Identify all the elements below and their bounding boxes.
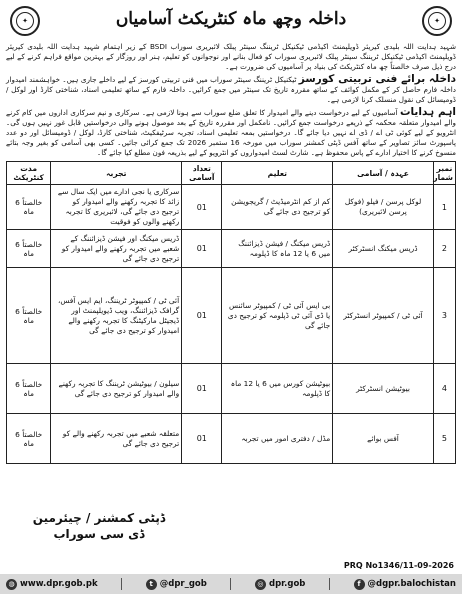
government-emblem-left: ✦ (10, 6, 40, 36)
table-row (7, 268, 456, 364)
instructions-heading: اہم ہدایات (399, 106, 456, 118)
twitter-icon: t (146, 579, 157, 590)
admission-heading: داخلہ برائے فنی تربیتی کورسز (298, 73, 456, 85)
instructions-text: آسامیوں کے لیے درخواست دینے والے امیدوار کا تعلق ضلع سوراب سے ہونا لازمی ہے۔ سرکاری و نیم سرکاری اداروں میں کام کرنے والے امیدوار متعلقہ محکمہ کے ذریعے درخواست جمع کرائیں۔ نامکمل اور مقررہ تاریخ کے بعد موصول ہونے والی درخواستیں قابل غور نہیں ہوں گی۔ انٹرویو کے لیے کوئی ٹی اے / ڈی اے نہیں دیا جائے گا۔ درخواستیں بمعہ تعلیمی اسناد، تجربہ سرٹیفکیٹ، شناختی کارڈ، لوکل / ڈومیسائل اور دو عدد پاسپورٹ سائز تصاویر کے ساتھ آفس ڈپٹی کمشنر سوراب میں مورخہ 16 ستمبر 2026 تک جمع کرائی جائیں۔ کسی بھی آسامی کو بغیر وجہ بتائے منسوخ کرنے کا اختیار ادارے کے پاس محفوظ ہے۔ شارٹ لسٹ امیدواروں کو انٹرویو کے لیے بذریعہ فون مطلع کیا جائے گا۔ (6, 108, 456, 157)
facebook-text: @dgpr.balochistan (367, 579, 456, 589)
cell-post: لوکل پرسن / فیلو (فوکل پرسن لائبریری) (333, 185, 434, 230)
instagram-text: dpr.gob (268, 579, 306, 589)
website-text: www.dpr.gob.pk (20, 579, 98, 589)
admission-paragraph (6, 74, 456, 105)
cell-duration: خالصتاً 6 ماہ (7, 230, 51, 268)
footer-website[interactable] (6, 579, 98, 590)
cell-serial: 1 (433, 185, 455, 230)
footer-instagram[interactable] (255, 579, 305, 590)
footer-divider (329, 578, 330, 590)
footer-bar (0, 574, 462, 594)
intro-paragraph: شہید ہدایت اللہ بلیدی کیریئر ڈویلپمنٹ اکیڈمی ٹیکنیکل ٹریننگ سینٹر پبلک لائبریری سوراب BSDI کے زیر اہتمام شہید ہدایت اللہ بلیدی کیریئر ڈویلپمنٹ اکیڈمی ٹیکنیکل ٹریننگ سینٹر پبلک لائبریری سوراب کو فعال بنانے اور نوجوانوں کو تعلیم، ہنر اور روزگار کے بہترین مواقع فراہم کرنے کے لیے درج ذیل صرف خالصتاً چھ ماہ کنٹریکٹ کی بنیاد پر آسامیوں کی ضرورت ہے۔ (6, 42, 456, 71)
header-serial: نمبر شمار (433, 162, 455, 185)
cell-post: آفس بوائے (333, 414, 434, 464)
vacancies-table (6, 161, 456, 464)
cell-post: ڈریس میکنگ انسٹرکٹر (333, 230, 434, 268)
header-duration: مدت کنٹریکٹ (7, 162, 51, 185)
cell-post: آئی ٹی / کمپیوٹر انسٹرکٹر (333, 268, 434, 364)
admission-text: ٹیکنیکل ٹریننگ سینٹر سوراب میں فنی تربیتی کورسز کے لیے داخلے جاری ہیں۔ خواہشمند امیدوار داخلہ فارم حاصل کر کے مکمل کوائف کے ساتھ مقررہ تاریخ تک سینٹر میں جمع کرائیں۔ داخلہ فارم کے ساتھ تعلیمی اسناد، شناختی کارڈ اور لوکل / ڈومیسائل کی نقول منسلک کرنا لازمی ہے۔ (6, 75, 456, 104)
cell-duration: خالصتاً 6 ماہ (7, 185, 51, 230)
cell-post: بیوٹیشن انسٹرکٹر (333, 364, 434, 414)
table-header-row (7, 162, 456, 185)
header (6, 4, 456, 40)
cell-count: 01 (182, 230, 222, 268)
cell-qualification: ڈریس میکنگ / فیشن ڈیزائننگ میں 6 یا 12 ماہ کا ڈپلومہ (222, 230, 333, 268)
footer-divider (121, 578, 122, 590)
instructions-paragraph (6, 107, 456, 158)
cell-count: 01 (182, 414, 222, 464)
signature-title: ڈپٹی کمشنر / چیئرمین (32, 511, 166, 525)
cell-duration: خالصتاً 6 ماہ (7, 414, 51, 464)
cell-qualification: بی ایس آئی ٹی / کمپیوٹر سائنس یا ڈی آئی ٹی ڈپلومہ کو ترجیح دی جائے گی (222, 268, 333, 364)
cell-duration: خالصتاً 6 ماہ (7, 364, 51, 414)
title-wrap (46, 8, 416, 29)
facebook-icon: f (354, 579, 365, 590)
footer-divider (230, 578, 231, 590)
cell-experience: آئی ٹی / کمپیوٹر ٹریننگ، ایم ایس آفس، گرافک ڈیزائننگ، ویب ڈیویلپمنٹ اور ڈیجیٹل مارکیٹنگ کا تجربہ رکھنے والے امیدوار کو ترجیح دی جائے گی (51, 268, 182, 364)
footer-twitter[interactable] (146, 579, 207, 590)
table-row (7, 364, 456, 414)
instagram-icon: ◎ (255, 579, 266, 590)
globe-icon: ◍ (6, 579, 17, 590)
cell-experience: سرکاری یا نجی ادارے میں ایک سال سے زائد کا تجربہ رکھنے والے امیدوار کو ترجیح دی جائے گی، لائبریری کا تجربہ رکھنے والوں کو فوقیت (51, 185, 182, 230)
table-row (7, 414, 456, 464)
cell-qualification: کم از کم انٹرمیڈیٹ / گریجویشن کو ترجیح دی جائے گی (222, 185, 333, 230)
cell-experience: متعلقہ شعبے میں تجربہ رکھنے والے کو ترجیح دی جائے گی (51, 414, 182, 464)
cell-serial: 5 (433, 414, 455, 464)
page-title: داخلہ وچھ ماہ کنٹریکٹ آسامیاں (115, 9, 347, 29)
twitter-text: @dpr_gob (159, 579, 207, 589)
signature-office: ڈی سی سوراب (53, 527, 145, 541)
cell-serial: 4 (433, 364, 455, 414)
header-qualification: تعلیم (222, 162, 333, 185)
table-row (7, 230, 456, 268)
cell-experience: سیلون / بیوٹیشن ٹریننگ کا تجربہ رکھنے والے امیدوار کو ترجیح دی جائے گی (51, 364, 182, 414)
cell-count: 01 (182, 268, 222, 364)
cell-qualification: مڈل / دفتری امور میں تجربہ (222, 414, 333, 464)
cell-qualification: بیوٹیشن کورس میں 6 یا 12 ماہ کا ڈپلومہ (222, 364, 333, 414)
signature-block (14, 510, 184, 542)
table-row (7, 185, 456, 230)
header-post: عہدہ / آسامی (333, 162, 434, 185)
cell-serial: 2 (433, 230, 455, 268)
cell-experience: ڈریس میکنگ اور فیشن ڈیزائننگ کے شعبے میں تجربہ رکھنے والے امیدوار کو ترجیح دی جائے گی (51, 230, 182, 268)
cell-count: 01 (182, 364, 222, 414)
header-experience: تجربہ (51, 162, 182, 185)
government-emblem-right: ✦ (422, 6, 452, 36)
cell-duration: خالصتاً 6 ماہ (7, 268, 51, 364)
footer-facebook[interactable] (354, 579, 456, 590)
cell-count: 01 (182, 185, 222, 230)
header-count: تعداد آسامی (182, 162, 222, 185)
cell-serial: 3 (433, 268, 455, 364)
prq-number: PRQ No1346/11-09-2026 (343, 561, 454, 570)
